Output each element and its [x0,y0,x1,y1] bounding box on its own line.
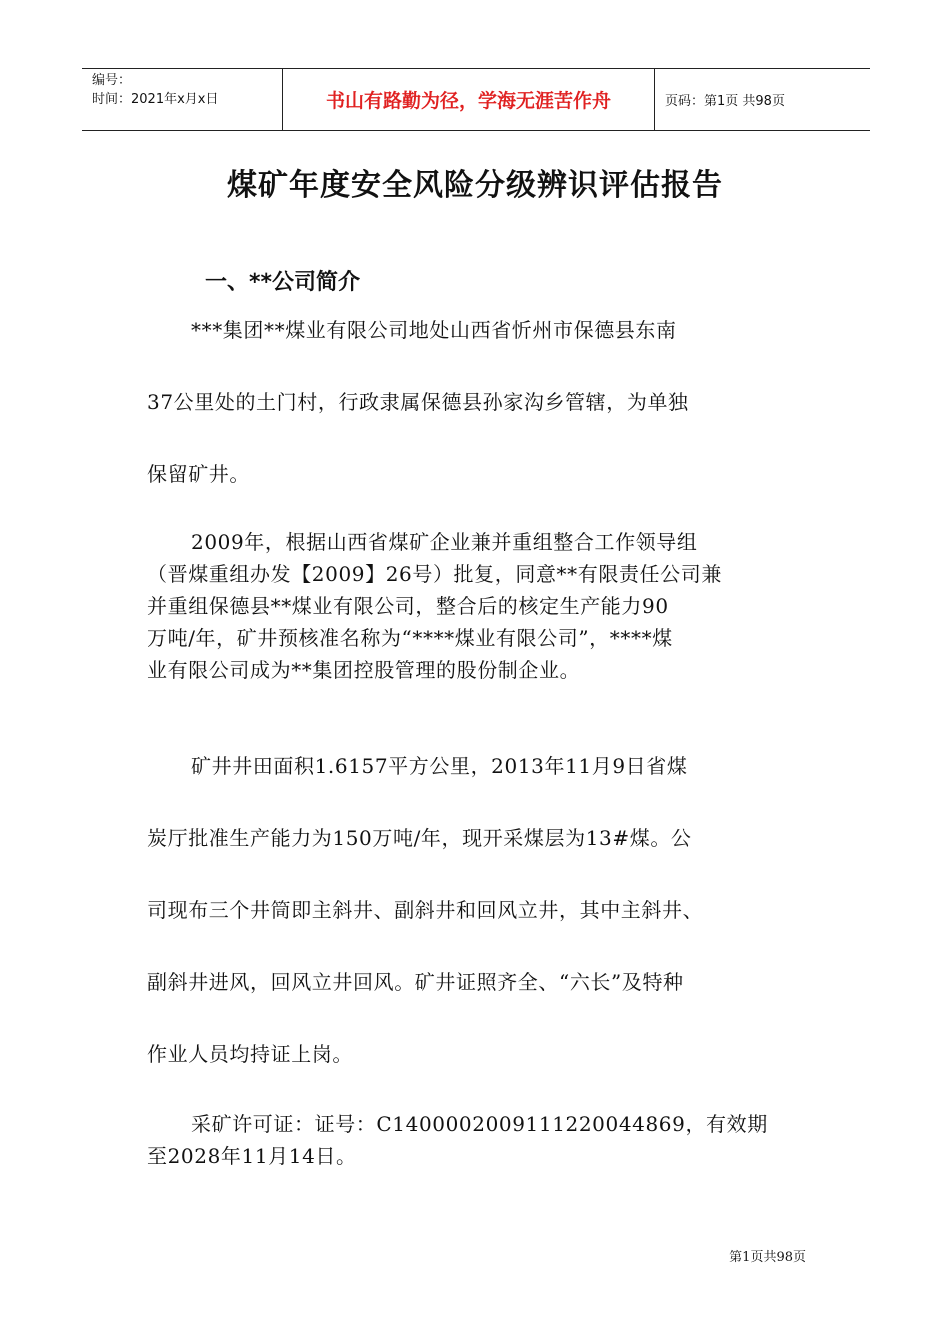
paragraph-line: 万吨/年，矿井预核准名称为“****煤业有限公司”，****煤 [147,626,673,650]
page-label: 页码：第1页 共98页 [665,94,785,109]
paragraph-4 [147,1108,807,1172]
header-meta [82,69,282,130]
paragraph-line: 至2028年11月14日。 [147,1144,357,1168]
paragraph-line: 副斜井进风，回风立井回风。矿井证照齐全、“六长”及特种 [147,970,684,994]
paragraph-line: 作业人员均持证上岗。 [147,1042,353,1066]
paragraph-3 [147,730,807,1090]
page-footer: 第1页共98页 [729,1250,806,1265]
paragraph-line: （晋煤重组办发【2009】26号）批复，同意**有限责任公司兼 [147,562,722,586]
header-page [655,69,870,130]
time-label: 时间：2021年x月x日 [92,92,219,107]
paragraph-line: 并重组保德县**煤业有限公司，整合后的核定生产能力90 [147,594,669,618]
serial-label: 编号： [92,73,132,88]
paragraph-1 [147,294,807,510]
section-heading: 一、**公司简介 [205,270,361,295]
document-title: 煤矿年度安全风险分级辨识评估报告 [227,168,723,203]
motto-text: 书山有路勤为径，学海无涯苦作舟 [325,90,611,112]
header-motto [282,69,655,130]
paragraph-line: 矿井井田面积1.6157平方公里，2013年11月9日省煤 [191,754,688,778]
paragraph-line: 采矿许可证：证号：C1400002009111220044869，有效期 [191,1112,768,1136]
page-header [82,68,870,131]
paragraph-line: 37公里处的土门村，行政隶属保德县孙家沟乡管辖，为单独 [147,390,689,414]
paragraph-line: 司现布三个井筒即主斜井、副斜井和回风立井，其中主斜井、 [147,898,704,922]
paragraph-line: 2009年，根据山西省煤矿企业兼并重组整合工作领导组 [191,530,698,554]
paragraph-2 [147,526,807,686]
paragraph-line: 保留矿井。 [147,462,250,486]
paragraph-line: 业有限公司成为**集团控股管理的股份制企业。 [147,658,581,682]
paragraph-line: ***集团**煤业有限公司地处山西省忻州市保德县东南 [191,318,677,342]
paragraph-line: 炭厅批准生产能力为150万吨/年，现开采煤层为13#煤。公 [147,826,692,850]
